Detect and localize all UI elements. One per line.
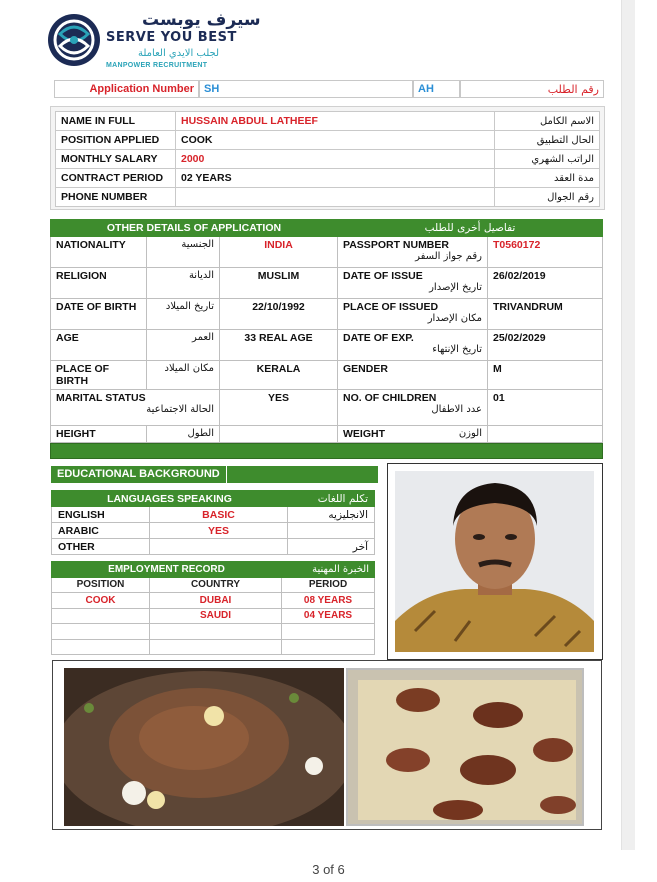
field-label-ar: رقم الجوال	[495, 188, 600, 207]
personal-details-table	[55, 111, 600, 207]
languages-header-row	[52, 491, 375, 507]
field-label: NATIONALITY	[51, 237, 147, 268]
field-label: HEIGHT	[51, 426, 147, 443]
application-code-ah: AH	[413, 80, 460, 98]
education-header	[51, 466, 378, 483]
food-photos-frame	[52, 660, 602, 830]
languages-header-ar: تكلم اللغات	[288, 491, 375, 507]
table-row	[51, 299, 603, 330]
monthly-salary-value: 2000	[176, 150, 495, 169]
employment-country	[150, 624, 282, 640]
languages-table	[51, 490, 375, 555]
field-label: CONTRACT PERIOD	[56, 169, 176, 188]
language-level: YES	[150, 523, 288, 539]
applicant-photo-frame	[387, 463, 603, 660]
field-label: PHONE NUMBER	[56, 188, 176, 207]
employment-period	[282, 624, 375, 640]
table-row	[56, 112, 600, 131]
employment-header-ar: الخبرة المهنية	[282, 562, 375, 578]
language-name: ARABIC	[52, 523, 150, 539]
language-name: OTHER	[52, 539, 150, 555]
field-label: MARITAL STATUS	[56, 392, 146, 404]
employment-position	[52, 624, 150, 640]
field-label: POSITION APPLIED	[56, 131, 176, 150]
field-label: DATE OF BIRTH	[51, 299, 147, 330]
employment-period: 04 YEARS	[282, 608, 375, 624]
language-name-ar: آخر	[288, 539, 375, 555]
application-number-label: Application Number	[54, 80, 199, 98]
field-label: RELIGION	[51, 268, 147, 299]
field-label-ar: الاسم الكامل	[495, 112, 600, 131]
field-label: WEIGHT	[343, 428, 385, 440]
religion-value: MUSLIM	[220, 268, 338, 299]
weight-value	[488, 426, 603, 443]
employment-header: EMPLOYMENT RECORD	[52, 562, 282, 578]
table-row	[52, 539, 375, 555]
column-header: COUNTRY	[150, 577, 282, 593]
table-row	[51, 330, 603, 361]
section-header-ar: تفاصيل أخرى للطلب	[338, 220, 603, 237]
page-indicator: 3 of 6	[312, 862, 345, 877]
field-label: MONTHLY SALARY	[56, 150, 176, 169]
employment-header-row	[52, 562, 375, 578]
field-label-ar: الحالة الاجتماعية	[146, 404, 214, 415]
table-row	[56, 188, 600, 207]
position-applied-value: COOK	[176, 131, 495, 150]
application-code-sh: SH	[199, 80, 413, 98]
applicant-photo	[395, 471, 594, 652]
field-label: DATE OF ISSUE	[343, 270, 423, 282]
full-name-value: HUSSAIN ABDUL LATHEEF	[176, 112, 495, 131]
company-logo	[46, 10, 266, 72]
logo-english-subtitle: MANPOWER RECRUITMENT	[106, 62, 208, 69]
field-label: GENDER	[338, 361, 488, 390]
table-row	[56, 150, 600, 169]
field-label-ar: الجنسية	[147, 237, 220, 268]
column-header: PERIOD	[282, 577, 375, 593]
employment-columns-row	[52, 577, 375, 593]
employment-table	[51, 561, 375, 655]
logo-arabic-subtitle: لجلب الايدي العاملة	[138, 48, 220, 59]
gender-value: M	[488, 361, 603, 390]
age-value: 33 REAL AGE	[220, 330, 338, 361]
employment-country	[150, 639, 282, 655]
table-row	[51, 268, 603, 299]
date-of-expiry-value: 25/02/2029	[488, 330, 603, 361]
logo-arabic-name: سيرف يوبست	[142, 10, 261, 30]
table-row	[52, 593, 375, 609]
language-level	[150, 539, 288, 555]
application-number-row	[54, 80, 604, 98]
field-label-ar: عدد الاطفال	[431, 404, 482, 415]
language-level: BASIC	[150, 507, 288, 523]
table-row	[56, 131, 600, 150]
table-row	[52, 507, 375, 523]
field-label-ar: الطول	[147, 426, 220, 443]
column-header: POSITION	[52, 577, 150, 593]
height-value	[220, 426, 338, 443]
table-row	[52, 624, 375, 640]
language-name-ar	[288, 523, 375, 539]
employment-country: SAUDI	[150, 608, 282, 624]
language-name-ar: الانجليزيه	[288, 507, 375, 523]
scrollbar-track[interactable]	[621, 0, 635, 850]
children-count-value: 01	[488, 390, 603, 426]
field-label: NO. OF CHILDREN	[343, 392, 437, 404]
phone-number-value	[176, 188, 495, 207]
field-label: NAME IN FULL	[56, 112, 176, 131]
nationality-value: INDIA	[220, 237, 338, 268]
field-label-ar: العمر	[147, 330, 220, 361]
other-details-table	[50, 219, 603, 443]
field-label: PASSPORT NUMBER	[343, 239, 449, 251]
field-label: PLACE OF BIRTH	[51, 361, 147, 390]
employment-country: DUBAI	[150, 593, 282, 609]
table-row	[51, 426, 603, 443]
personal-details-box	[50, 106, 605, 210]
table-row	[51, 237, 603, 268]
field-label-ar: الديانة	[147, 268, 220, 299]
field-label-ar: مدة العقد	[495, 169, 600, 188]
table-row	[52, 523, 375, 539]
place-of-issue-value: TRIVANDRUM	[488, 299, 603, 330]
passport-number-value: T0560172	[488, 237, 603, 268]
date-of-issue-value: 26/02/2019	[488, 268, 603, 299]
field-label-ar: مكان الميلاد	[147, 361, 220, 390]
field-label-ar: الراتب الشهري	[495, 150, 600, 169]
table-row	[51, 390, 603, 426]
section-footer-bar	[50, 443, 603, 459]
application-number-label-ar: رقم الطلب	[460, 80, 604, 98]
table-row	[52, 608, 375, 624]
field-label-ar: مكان الإصدار	[427, 313, 482, 324]
field-label-ar: رقم جواز السفر	[415, 251, 482, 262]
marital-status-value: YES	[220, 390, 338, 426]
date-of-birth-value: 22/10/1992	[220, 299, 338, 330]
section-header-row	[51, 220, 603, 237]
field-label-ar: الحال التطبيق	[495, 131, 600, 150]
employment-position	[52, 608, 150, 624]
field-label-ar: تاريخ الإنتهاء	[432, 344, 482, 355]
contract-period-value: 02 YEARS	[176, 169, 495, 188]
table-row	[52, 639, 375, 655]
field-label-ar: تاريخ الميلاد	[147, 299, 220, 330]
education-label: EDUCATIONAL BACKGROUND	[51, 466, 227, 483]
field-label: AGE	[51, 330, 147, 361]
field-label-ar: تاريخ الإصدار	[429, 282, 482, 293]
field-label: DATE OF EXP.	[343, 332, 414, 344]
language-name: ENGLISH	[52, 507, 150, 523]
employment-position	[52, 639, 150, 655]
employment-period	[282, 639, 375, 655]
food-photo-rice-tray	[346, 668, 584, 826]
other-details-section	[50, 219, 603, 459]
field-label-ar: الوزن	[458, 428, 482, 439]
employment-period: 08 YEARS	[282, 593, 375, 609]
field-label: PLACE OF ISSUED	[343, 301, 439, 313]
section-header: OTHER DETAILS OF APPLICATION	[51, 220, 338, 237]
place-of-birth-value: KERALA	[220, 361, 338, 390]
logo-mark-icon	[46, 12, 102, 68]
table-row	[51, 361, 603, 390]
employment-position: COOK	[52, 593, 150, 609]
languages-header: LANGUAGES SPEAKING	[52, 491, 288, 507]
food-photo-lamb-platter	[64, 668, 344, 826]
table-row	[56, 169, 600, 188]
logo-english-name: SERVE YOU BEST	[106, 30, 237, 45]
